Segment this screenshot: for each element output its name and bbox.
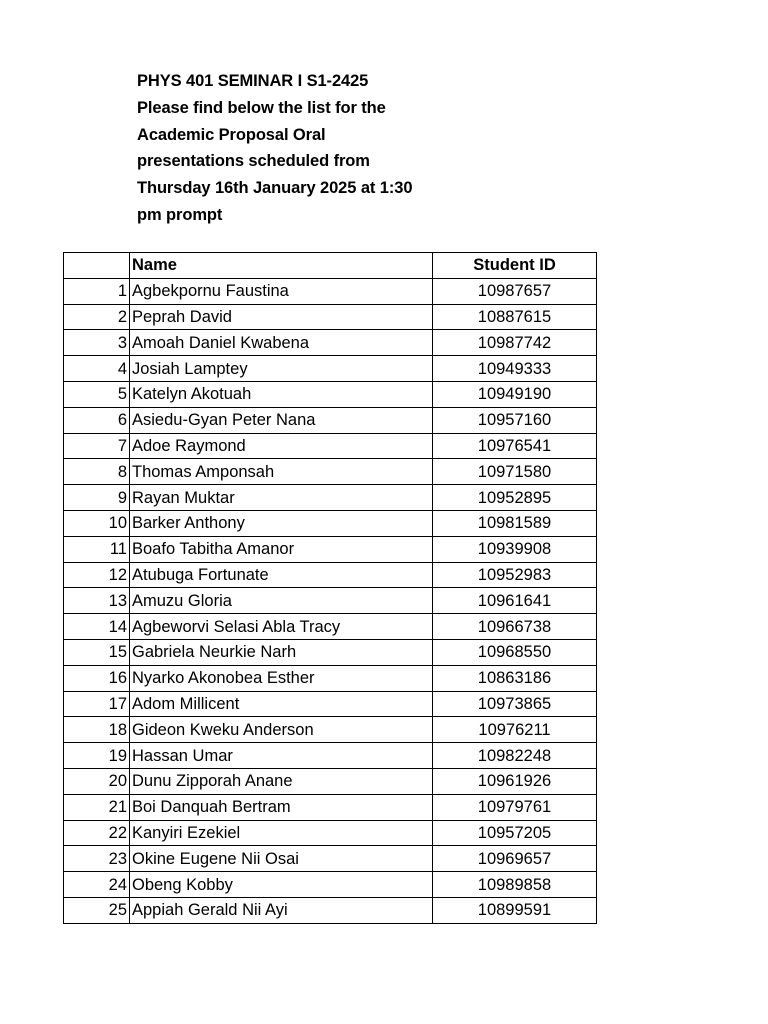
table-row xyxy=(64,846,597,872)
row-number-cell: 7 xyxy=(64,433,130,459)
student-name-cell: Agbekpornu Faustina xyxy=(130,278,433,304)
table-row xyxy=(64,485,597,511)
heading-line: Thursday 16th January 2025 at 1:30 xyxy=(137,179,413,198)
row-number-cell: 10 xyxy=(64,510,130,536)
student-id-cell: 10966738 xyxy=(433,614,597,640)
row-number-cell: 1 xyxy=(64,278,130,304)
table-row xyxy=(64,743,597,769)
student-id-cell: 10863186 xyxy=(433,665,597,691)
student-name-cell: Katelyn Akotuah xyxy=(130,381,433,407)
student-name-cell: Thomas Amponsah xyxy=(130,459,433,485)
student-id-cell: 10987742 xyxy=(433,330,597,356)
table-row xyxy=(64,562,597,588)
table-row xyxy=(64,278,597,304)
row-number-cell: 22 xyxy=(64,820,130,846)
row-number-cell: 19 xyxy=(64,743,130,769)
student-name-cell: Hassan Umar xyxy=(130,743,433,769)
student-name-cell: Josiah Lamptey xyxy=(130,356,433,382)
student-id-cell: 10987657 xyxy=(433,278,597,304)
table-row xyxy=(64,588,597,614)
student-id-cell: 10971580 xyxy=(433,459,597,485)
student-name-cell: Asiedu-Gyan Peter Nana xyxy=(130,407,433,433)
student-id-cell: 10979761 xyxy=(433,794,597,820)
row-number-cell: 18 xyxy=(64,717,130,743)
student-id-cell: 10957160 xyxy=(433,407,597,433)
table-row xyxy=(64,872,597,898)
student-name-cell: Adom Millicent xyxy=(130,691,433,717)
name-column-header: Name xyxy=(130,253,433,279)
student-name-cell: Appiah Gerald Nii Ayi xyxy=(130,897,433,923)
student-id-cell: 10899591 xyxy=(433,897,597,923)
heading-line: presentations scheduled from xyxy=(137,152,370,171)
student-name-cell: Amoah Daniel Kwabena xyxy=(130,330,433,356)
student-name-cell: Barker Anthony xyxy=(130,510,433,536)
table-row xyxy=(64,820,597,846)
student-id-cell: 10952983 xyxy=(433,562,597,588)
heading-line: PHYS 401 SEMINAR I S1-2425 xyxy=(137,72,369,90)
student-id-cell: 10939908 xyxy=(433,536,597,562)
student-id-cell: 10957205 xyxy=(433,820,597,846)
table-row xyxy=(64,407,597,433)
student-name-cell: Atubuga Fortunate xyxy=(130,562,433,588)
student-name-cell: Okine Eugene Nii Osai xyxy=(130,846,433,872)
student-id-cell: 10981589 xyxy=(433,510,597,536)
student-id-cell: 10961641 xyxy=(433,588,597,614)
student-name-cell: Agbeworvi Selasi Abla Tracy xyxy=(130,614,433,640)
row-number-cell: 13 xyxy=(64,588,130,614)
table-row xyxy=(64,639,597,665)
table-header-row xyxy=(64,253,597,279)
table-row xyxy=(64,794,597,820)
student-id-cell: 10949190 xyxy=(433,381,597,407)
student-name-cell: Boi Danquah Bertram xyxy=(130,794,433,820)
table-row xyxy=(64,536,597,562)
number-column-header xyxy=(64,253,130,279)
row-number-cell: 2 xyxy=(64,304,130,330)
row-number-cell: 11 xyxy=(64,536,130,562)
student-id-cell: 10969657 xyxy=(433,846,597,872)
student-id-cell: 10973865 xyxy=(433,691,597,717)
heading-line: pm prompt xyxy=(137,205,223,224)
student-id-column-header: Student ID xyxy=(433,253,597,279)
row-number-cell: 25 xyxy=(64,897,130,923)
table-row xyxy=(64,897,597,923)
table-row xyxy=(64,510,597,536)
student-name-cell: Gideon Kweku Anderson xyxy=(130,717,433,743)
table-row xyxy=(64,717,597,743)
presentation-roster-table xyxy=(63,252,597,924)
student-id-cell: 10952895 xyxy=(433,485,597,511)
table-row xyxy=(64,459,597,485)
heading-line: Please find below the list for the xyxy=(137,98,386,117)
student-id-cell: 10989858 xyxy=(433,872,597,898)
student-name-cell: Boafo Tabitha Amanor xyxy=(130,536,433,562)
row-number-cell: 3 xyxy=(64,330,130,356)
table-row xyxy=(64,330,597,356)
student-name-cell: Obeng Kobby xyxy=(130,872,433,898)
student-name-cell: Amuzu Gloria xyxy=(130,588,433,614)
table-row xyxy=(64,614,597,640)
row-number-cell: 6 xyxy=(64,407,130,433)
row-number-cell: 16 xyxy=(64,665,130,691)
row-number-cell: 17 xyxy=(64,691,130,717)
row-number-cell: 9 xyxy=(64,485,130,511)
table-row xyxy=(64,433,597,459)
table-row xyxy=(64,304,597,330)
row-number-cell: 14 xyxy=(64,614,130,640)
student-id-cell: 10968550 xyxy=(433,639,597,665)
row-number-cell: 21 xyxy=(64,794,130,820)
student-name-cell: Peprah David xyxy=(130,304,433,330)
row-number-cell: 20 xyxy=(64,768,130,794)
roster-body xyxy=(64,278,597,923)
student-id-cell: 10976541 xyxy=(433,433,597,459)
student-id-cell: 10949333 xyxy=(433,356,597,382)
student-id-cell: 10982248 xyxy=(433,743,597,769)
table-row xyxy=(64,381,597,407)
row-number-cell: 12 xyxy=(64,562,130,588)
student-name-cell: Rayan Muktar xyxy=(130,485,433,511)
student-id-cell: 10976211 xyxy=(433,717,597,743)
table-row xyxy=(64,665,597,691)
row-number-cell: 4 xyxy=(64,356,130,382)
row-number-cell: 8 xyxy=(64,459,130,485)
student-id-cell: 10961926 xyxy=(433,768,597,794)
table-row xyxy=(64,356,597,382)
student-name-cell: Nyarko Akonobea Esther xyxy=(130,665,433,691)
student-name-cell: Adoe Raymond xyxy=(130,433,433,459)
row-number-cell: 23 xyxy=(64,846,130,872)
document-heading xyxy=(137,68,457,229)
row-number-cell: 15 xyxy=(64,639,130,665)
table-row xyxy=(64,691,597,717)
table-row xyxy=(64,768,597,794)
student-name-cell: Kanyiri Ezekiel xyxy=(130,820,433,846)
row-number-cell: 5 xyxy=(64,381,130,407)
heading-line: Academic Proposal Oral xyxy=(137,125,326,144)
student-name-cell: Gabriela Neurkie Narh xyxy=(130,639,433,665)
student-name-cell: Dunu Zipporah Anane xyxy=(130,768,433,794)
row-number-cell: 24 xyxy=(64,872,130,898)
student-id-cell: 10887615 xyxy=(433,304,597,330)
